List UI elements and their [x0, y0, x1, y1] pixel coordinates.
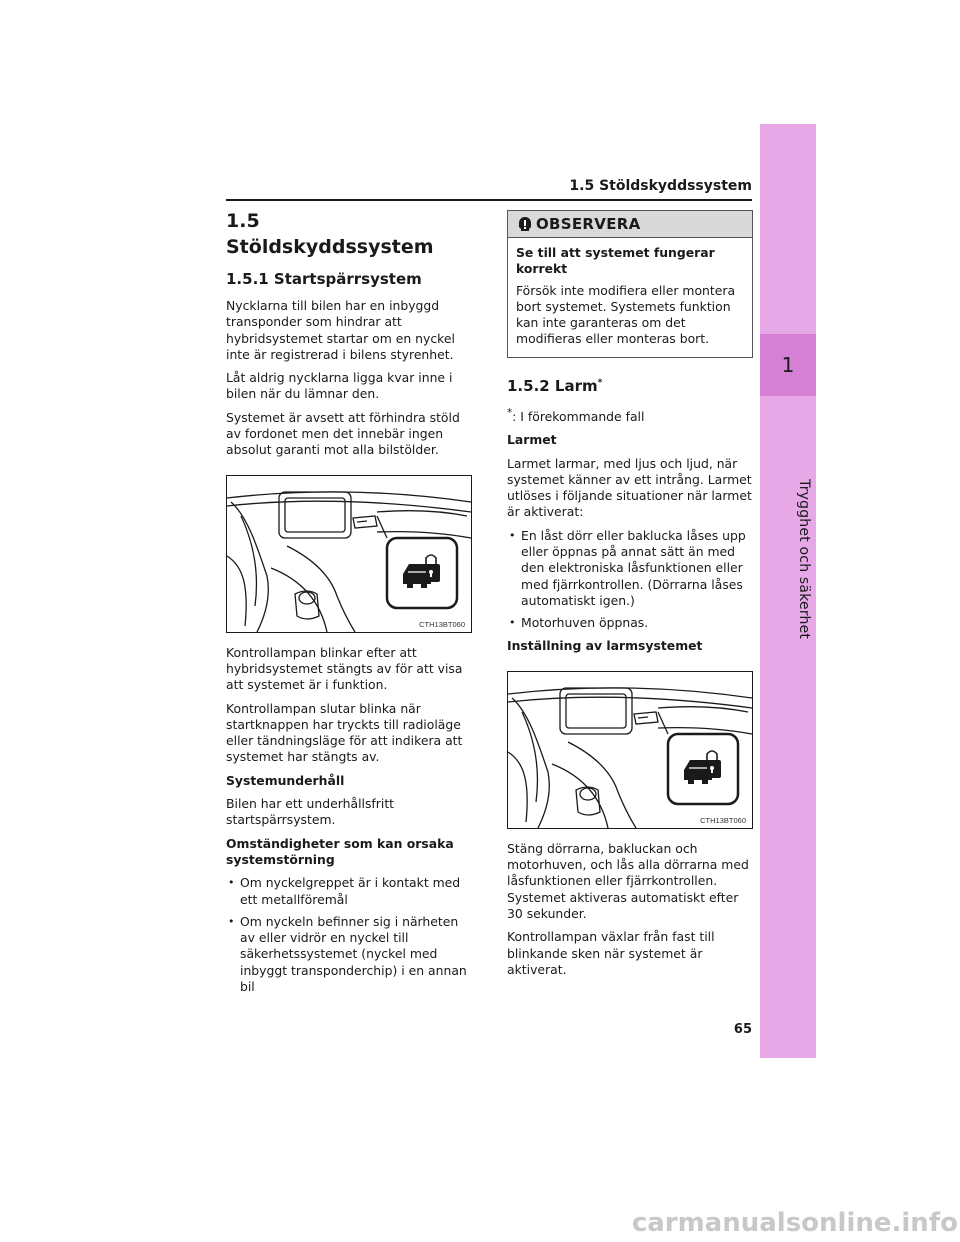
setting-heading: Inställning av larmsystemet — [507, 638, 703, 654]
list-item: • Motorhuven öppnas. — [507, 615, 753, 631]
paragraph: Systemet är avsett att förhindra stöld av fordonet men det innebär ingen absolut garanti mot alla bilstölder. — [226, 409, 460, 458]
dashboard-drawing — [227, 476, 471, 632]
chapter-side-tab — [760, 124, 816, 1058]
notice-header — [508, 211, 752, 238]
running-head: 1.5 Stöldskyddssystem — [569, 178, 752, 194]
paragraph: Nycklarna till bilen har en inbyggd transponder som hindrar att hybridsystemet startar om en nyckel inte är registrerad i bilens styrenhet. — [226, 298, 455, 362]
subsection-title-immobilizer: 1.5.1 Startspärrsystem — [226, 270, 422, 288]
list-item: • Om nyckeln befinner sig i närheten av eller vidrör en nyckel till säkerhetssystemet (nyckel med inbyggt transponderchip) i en annan bil — [226, 914, 472, 995]
paragraph: Kontrollampan växlar från fast till blinkande sken när systemet är aktiverat. — [507, 929, 715, 977]
header-rule — [226, 199, 752, 201]
malfunction-list — [226, 875, 472, 995]
notice-body — [508, 238, 752, 357]
subsection-title-alarm: 1.5.2 Larm* — [507, 376, 603, 395]
list-item: • Om nyckelgreppet är i kontakt med ett metallföremål — [226, 875, 472, 908]
page-number: 65 — [733, 1022, 752, 1037]
alarm-trigger-list — [507, 528, 753, 632]
dashboard-illustration — [507, 671, 753, 829]
list-item: • En låst dörr eller baklucka låses upp eller öppnas på annat sätt än med den elektroniska låsfunktionen eller med fjärrkontrollen. (Dörrarna låses automatiskt igen.) — [507, 528, 753, 609]
section-title: 1.5 Stöldskyddssystem — [226, 210, 434, 258]
left-column — [226, 204, 472, 1002]
notice-box — [507, 210, 753, 358]
figure-code: CTH13BT060 — [700, 815, 746, 825]
warning-icon — [518, 216, 532, 232]
figure-code: CTH13BT060 — [419, 619, 465, 629]
footnote: *: I förekommande fall — [507, 406, 645, 424]
dashboard-drawing — [508, 672, 752, 828]
alarm-heading: Larmet — [507, 432, 557, 448]
paragraph: Kontrollampan blinkar efter att hybridsystemet stängts av för att visa att systemet är i funktion. — [226, 644, 463, 693]
malfunction-heading: Omständigheter som kan orsaka systemstörning — [226, 835, 454, 867]
paragraph: Låt aldrig nycklarna ligga kvar inne i bilen när du lämnar den. — [226, 370, 453, 402]
chapter-number: 1 — [760, 334, 816, 396]
paragraph: Stäng dörrarna, bakluckan och motorhuven, och lås alla dörrarna med låsfunktionen eller fjärrkontrollen. Systemet aktiveras automatiskt efter 30 sekunder. — [507, 840, 749, 921]
paragraph: Larmet larmar, med ljus och ljud, när systemet känner av ett intrång. Larmet utlöses i följande situationer när larmet är aktiverat: — [507, 455, 752, 520]
chapter-title: Trygghet och säkerhet — [796, 478, 812, 640]
paragraph: Bilen har ett underhållsfritt startspärrsystem. — [226, 796, 395, 828]
footnote-mark: * — [507, 406, 513, 419]
notice-text: Försök inte modifiera eller montera bort systemet. Systemets funktion kan inte garanteras om det modifieras eller monteras bort. — [516, 282, 736, 347]
notice-heading: Se till att systemet fungerar korrekt — [516, 245, 715, 277]
watermark[interactable]: carmanualsonline.info — [631, 1208, 958, 1238]
right-column — [507, 204, 753, 985]
notice-label: OBSERVERA — [536, 215, 641, 233]
subsection-mark: * — [597, 377, 603, 388]
dashboard-illustration — [226, 475, 472, 633]
maintenance-heading: Systemunderhåll — [226, 772, 345, 788]
paragraph: Kontrollampan slutar blinka när startknappen har tryckts till radioläge eller tändningsläge för att indikera att systemet har stängts av. — [226, 700, 463, 765]
